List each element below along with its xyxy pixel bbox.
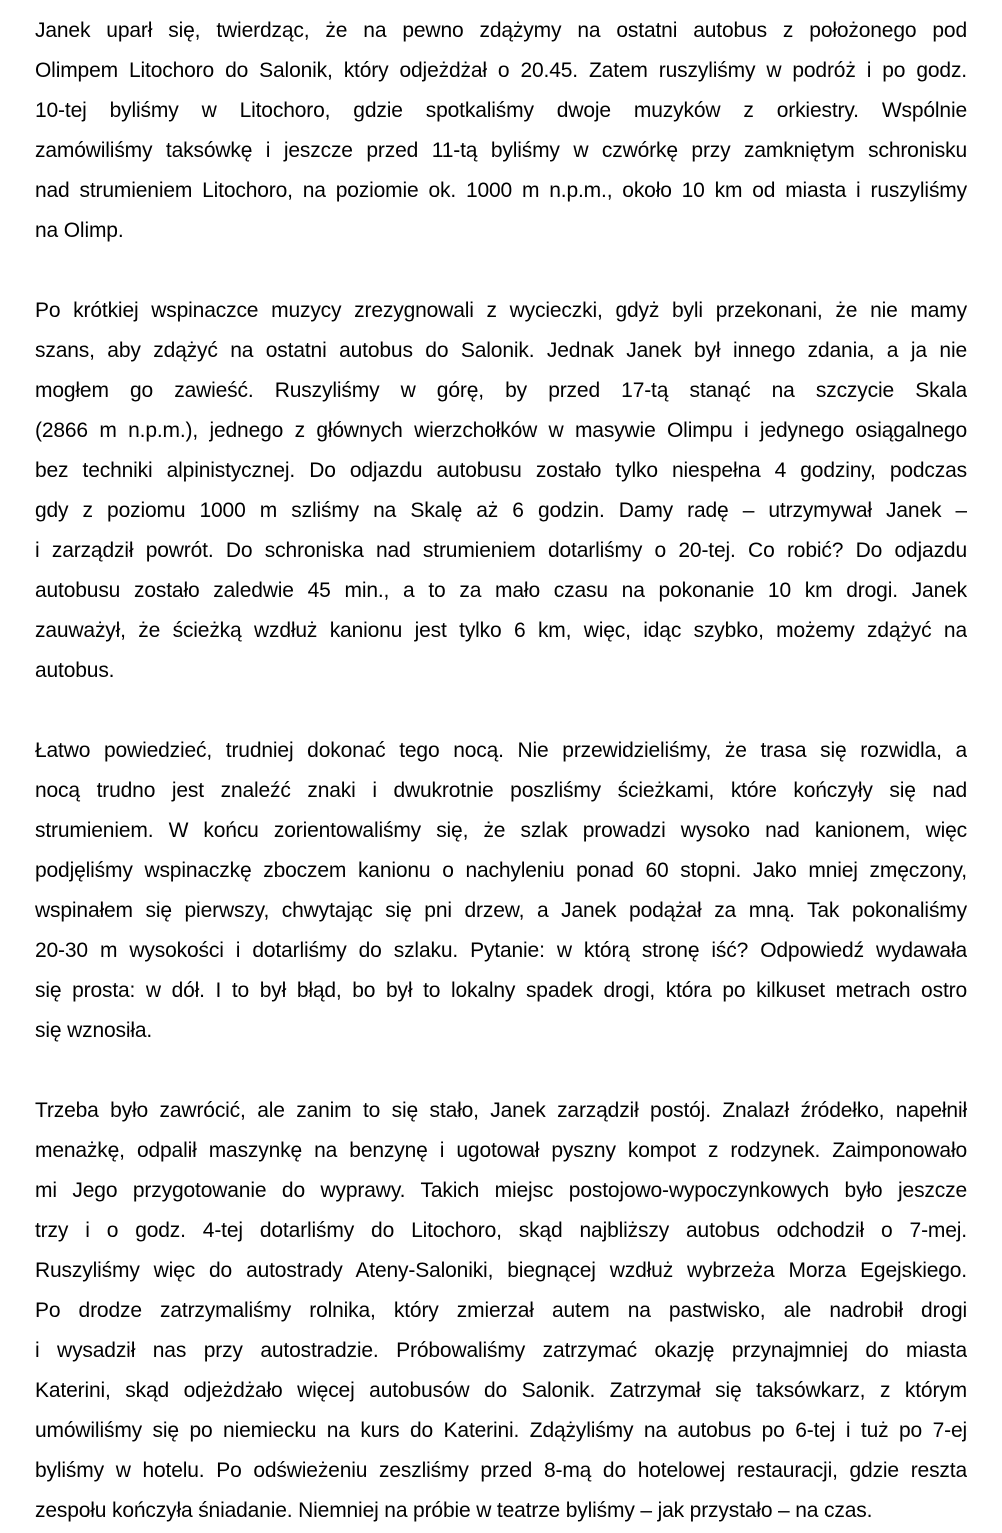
text-line: Janek uparł się, twierdząc, że na pewno zdążymy na ostatni autobus z położonego pod <box>35 19 967 42</box>
text-line: bez techniki alpinistycznej. Do odjazdu autobusu zostało tylko niespełna 4 godziny, podczas <box>35 459 967 482</box>
text-line: byliśmy w hotelu. Po odświeżeniu zeszliśmy przed 8-mą do hotelowej restauracji, gdzie reszta <box>35 1459 967 1482</box>
paragraph-4 <box>35 1091 967 1531</box>
text-line: zauważył, że ścieżką wzdłuż kanionu jest tylko 6 km, więc, idąc szybko, możemy zdążyć na <box>35 619 967 642</box>
text-line: 10-tej byliśmy w Litochoro, gdzie spotkaliśmy dwoje muzyków z orkiestry. Wspólnie <box>35 99 967 122</box>
text-line: i wysadził nas przy autostradzie. Próbowaliśmy zatrzymać okazję przynajmniej do miasta <box>35 1339 967 1362</box>
text-line: szans, aby zdążyć na ostatni autobus do Salonik. Jednak Janek był innego zdania, a ja nie <box>35 339 967 362</box>
text-line: i zarządził powrót. Do schroniska nad strumieniem dotarliśmy o 20-tej. Co robić? Do odjazdu <box>35 539 967 562</box>
text-line: menażkę, odpalił maszynkę na benzynę i ugotował pyszny kompot z rodzynek. Zaimponowało <box>35 1139 967 1162</box>
text-line: Olimpem Litochoro do Salonik, który odjeżdżał o 20.45. Zatem ruszyliśmy w podróż i po godz. <box>35 59 967 82</box>
text-line: Po drodze zatrzymaliśmy rolnika, który zmierzał autem na pastwisko, ale nadrobił drogi <box>35 1299 967 1322</box>
text-line: wspinałem się pierwszy, chwytając się pni drzew, a Janek podążał za mną. Tak pokonaliśmy <box>35 899 967 922</box>
paragraph-3 <box>35 731 967 1051</box>
text-line: autobus. <box>35 659 115 682</box>
text-line: się prosta: w dół. I to był błąd, bo był to lokalny spadek drogi, która po kilkuset metrach ostro <box>35 979 967 1002</box>
text-line: autobusu zostało zaledwie 45 min., a to za mało czasu na pokonanie 10 km drogi. Janek <box>35 579 967 602</box>
text-line: mogłem go zawieść. Ruszyliśmy w górę, by przed 17-tą stanąć na szczycie Skala <box>35 379 967 402</box>
paragraph-2 <box>35 291 967 691</box>
text-line: strumieniem. W końcu zorientowaliśmy się, że szlak prowadzi wysoko nad kanionem, więc <box>35 819 967 842</box>
paragraph-1 <box>35 11 967 251</box>
text-line: podjęliśmy wspinaczkę zboczem kanionu o nachyleniu ponad 60 stopni. Jako mniej zmęczony, <box>35 859 967 882</box>
text-line: zespołu kończyła śniadanie. Niemniej na próbie w teatrze byliśmy – jak przystało – na czas. <box>35 1499 873 1522</box>
text-line: trzy i o godz. 4-tej dotarliśmy do Litochoro, skąd najbliższy autobus odchodził o 7-mej. <box>35 1219 967 1242</box>
text-line: nad strumieniem Litochoro, na poziomie ok. 1000 m n.p.m., około 10 km od miasta i ruszyliśmy <box>35 179 967 202</box>
text-line: Po krótkiej wspinaczce muzycy zrezygnowali z wycieczki, gdyż byli przekonani, że nie mamy <box>35 299 967 322</box>
text-line: nocą trudno jest znaleźć znaki i dwukrotnie poszliśmy ścieżkami, które kończyły się nad <box>35 779 967 802</box>
text-line: Trzeba było zawrócić, ale zanim to się stało, Janek zarządził postój. Znalazł źródełko, napełnił <box>35 1099 967 1122</box>
text-line: mi Jego przygotowanie do wyprawy. Takich miejsc postojowo-wypoczynkowych było jeszcze <box>35 1179 967 1202</box>
text-line: (2866 m n.p.m.), jednego z głównych wierzchołków w masywie Olimpu i jedynego osiągalnego <box>35 419 967 442</box>
text-line: Katerini, skąd odjeżdżało więcej autobusów do Salonik. Zatrzymał się taksówkarz, z którym <box>35 1379 967 1402</box>
text-line: się wznosiła. <box>35 1019 153 1042</box>
text-line: 20-30 m wysokości i dotarliśmy do szlaku. Pytanie: w którą stronę iść? Odpowiedź wydawała <box>35 939 967 962</box>
text-line: na Olimp. <box>35 219 124 242</box>
text-line: Ruszyliśmy więc do autostrady Ateny-Saloniki, biegnącej wzdłuż wybrzeża Morza Egejskiego. <box>35 1259 967 1282</box>
text-line: Łatwo powiedzieć, trudniej dokonać tego nocą. Nie przewidzieliśmy, że trasa się rozwidla, a <box>35 739 967 762</box>
text-line: gdy z poziomu 1000 m szliśmy na Skalę aż 6 godzin. Damy radę – utrzymywał Janek – <box>35 499 967 522</box>
text-line: umówiliśmy się po niemiecku na kurs do Katerini. Zdążyliśmy na autobus po 6-tej i tuż po 7-ej <box>35 1419 967 1442</box>
text-line: zamówiliśmy taksówkę i jeszcze przed 11-tą byliśmy w czwórkę przy zamkniętym schronisku <box>35 139 967 162</box>
